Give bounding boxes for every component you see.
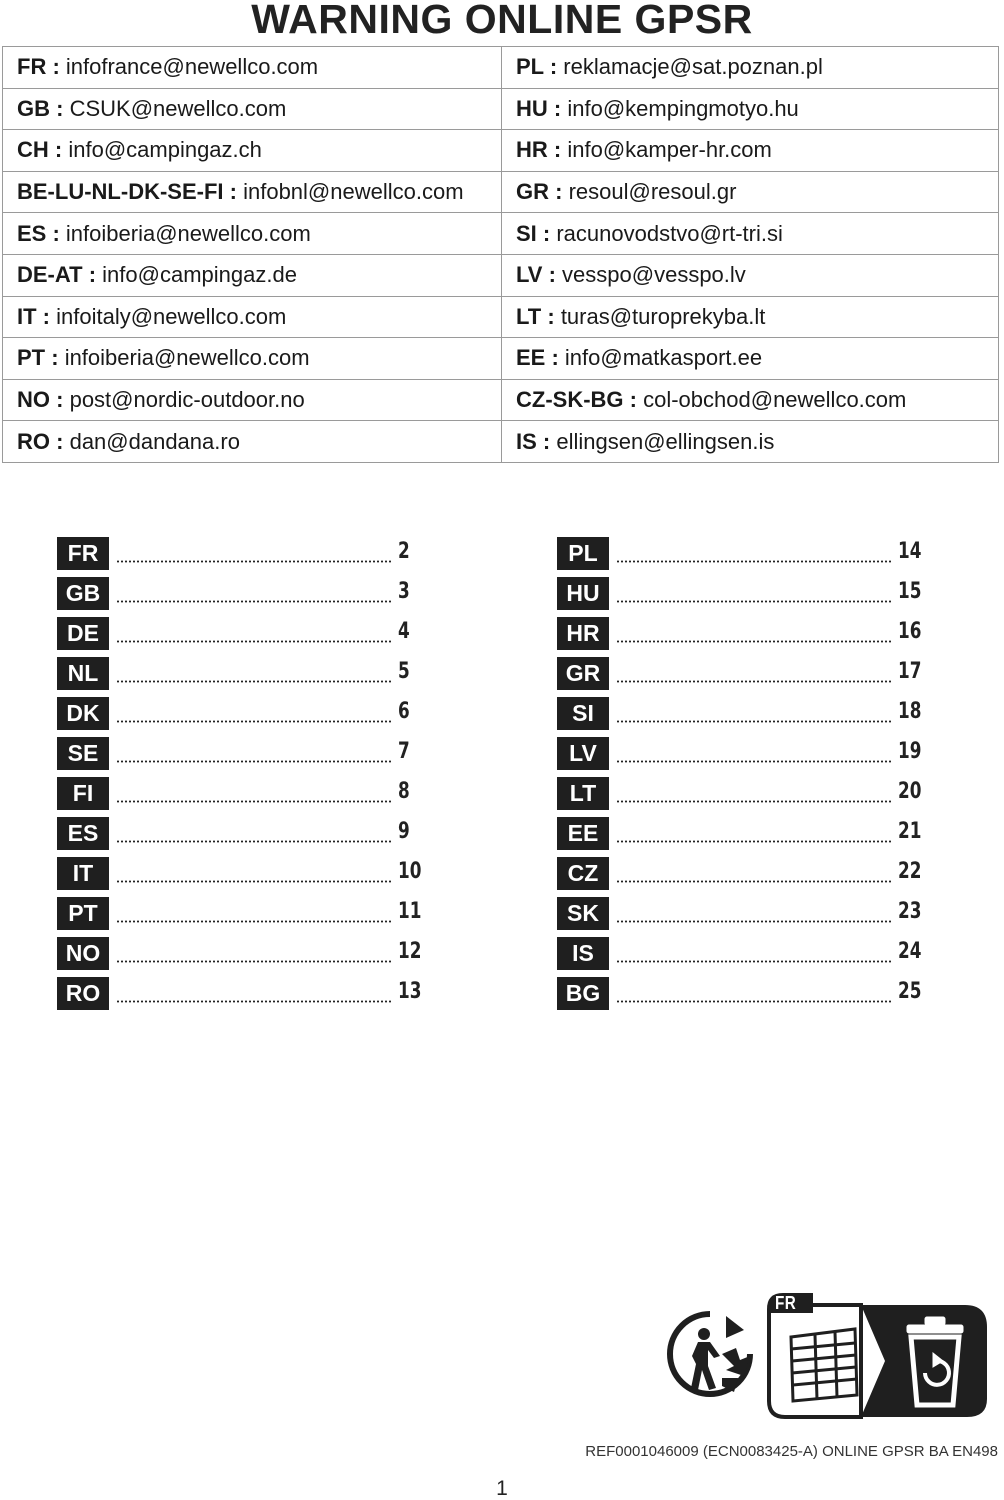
- toc-page-number: 8: [398, 779, 410, 804]
- country-code: DE-AT :: [17, 262, 97, 288]
- dot-leader: [116, 640, 392, 643]
- toc-entry: [57, 657, 457, 697]
- contact-email: resoul@resoul.gr: [568, 179, 737, 205]
- toc-page-number: 22: [898, 859, 922, 884]
- contact-row: [3, 296, 999, 338]
- language-badge: ES: [57, 817, 109, 850]
- contact-email: dan@dandana.ro: [69, 428, 240, 454]
- language-badge: GB: [57, 577, 109, 610]
- contact-email: ellingsen@ellingsen.is: [556, 428, 775, 454]
- language-badge: IS: [557, 937, 609, 970]
- toc-entry: [57, 737, 457, 777]
- country-code: LV :: [516, 262, 556, 288]
- contact-row: [3, 338, 999, 380]
- dot-leader: [116, 880, 392, 883]
- dot-leader: [116, 600, 392, 603]
- dot-leader: [116, 560, 392, 563]
- country-code: PL :: [516, 54, 558, 80]
- language-badge: NO: [57, 937, 109, 970]
- contact-cell-left: [3, 88, 502, 130]
- toc-entry: [57, 577, 457, 617]
- language-badge: SK: [557, 897, 609, 930]
- language-badge: LT: [557, 777, 609, 810]
- contact-email: info@matkasport.ee: [564, 345, 763, 371]
- toc-page-number: 10: [398, 859, 422, 884]
- contact-cell-right: [502, 296, 999, 338]
- toc-entry: [557, 657, 957, 697]
- toc-entry: [557, 937, 957, 977]
- reference-code: REF0001046009 (ECN0083425-A) ONLINE GPSR BA EN498: [585, 1443, 998, 1460]
- contact-cell-right: [502, 213, 999, 255]
- contact-cell-left: [3, 171, 502, 213]
- toc-page-number: 2: [398, 539, 410, 564]
- contact-email: infofrance@newellco.com: [65, 54, 319, 80]
- dot-leader: [116, 920, 392, 923]
- toc-entry: [557, 817, 957, 857]
- contact-row: [3, 254, 999, 296]
- toc-page-number: 16: [898, 619, 922, 644]
- contact-email: infoiberia@newellco.com: [65, 220, 311, 246]
- contact-cell-left: [3, 296, 502, 338]
- toc-entry: [557, 977, 957, 1017]
- language-badge: PL: [557, 537, 609, 570]
- dot-leader: [116, 800, 392, 803]
- language-badge: NL: [57, 657, 109, 690]
- toc-entry: [57, 817, 457, 857]
- toc-page-number: 20: [898, 779, 922, 804]
- toc-page-number: 9: [398, 819, 410, 844]
- contact-cell-right: [502, 254, 999, 296]
- dot-leader: [616, 960, 892, 963]
- recycling-person-icon: [664, 1308, 756, 1400]
- country-code: GR :: [516, 179, 563, 205]
- language-badge: DK: [57, 697, 109, 730]
- country-code: ES :: [17, 220, 60, 246]
- toc-entry: [57, 537, 457, 577]
- language-badge: EE: [557, 817, 609, 850]
- toc-entry: [557, 737, 957, 777]
- contact-cell-right: [502, 47, 999, 89]
- toc-page-number: 5: [398, 659, 410, 684]
- country-code: NO :: [17, 387, 64, 413]
- contact-email: racunovodstvo@rt-tri.si: [556, 220, 783, 246]
- dot-leader: [116, 720, 392, 723]
- language-badge: CZ: [557, 857, 609, 890]
- toc-page-number: 4: [398, 619, 410, 644]
- contact-email: infoiberia@newellco.com: [64, 345, 310, 371]
- language-badge: RO: [57, 977, 109, 1010]
- country-code: CH :: [17, 137, 63, 163]
- contact-cell-left: [3, 379, 502, 421]
- contact-cell-right: [502, 88, 999, 130]
- contact-row: [3, 171, 999, 213]
- country-code: IT :: [17, 303, 50, 329]
- language-badge: PT: [57, 897, 109, 930]
- toc-entry: [57, 977, 457, 1017]
- contact-email: post@nordic-outdoor.no: [69, 387, 305, 413]
- language-badge: FI: [57, 777, 109, 810]
- contact-row: [3, 130, 999, 172]
- contact-email: col-obchod@newellco.com: [643, 387, 907, 413]
- language-badge: GR: [557, 657, 609, 690]
- country-code: LT :: [516, 303, 555, 329]
- toc-column-right: [557, 537, 957, 1017]
- dot-leader: [616, 760, 892, 763]
- toc-page-number: 15: [898, 579, 922, 604]
- contact-row: [3, 47, 999, 89]
- toc-page-number: 23: [898, 899, 922, 924]
- language-badge: DE: [57, 617, 109, 650]
- language-badge: FR: [57, 537, 109, 570]
- toc-entry: [557, 777, 957, 817]
- dot-leader: [116, 680, 392, 683]
- contact-cell-right: [502, 171, 999, 213]
- contact-cell-right: [502, 379, 999, 421]
- page-number: 1: [496, 1477, 508, 1500]
- contact-email: vesspo@vesspo.lv: [562, 262, 746, 288]
- language-badge: SI: [557, 697, 609, 730]
- sorting-info-icon: [765, 1291, 991, 1421]
- contact-email: reklamacje@sat.poznan.pl: [563, 54, 823, 80]
- dot-leader: [616, 1000, 892, 1003]
- contact-cell-left: [3, 47, 502, 89]
- contact-cell-left: [3, 338, 502, 380]
- country-code: IS :: [516, 428, 551, 454]
- dot-leader: [616, 800, 892, 803]
- contact-cell-right: [502, 421, 999, 463]
- toc-entry: [557, 537, 957, 577]
- country-code: FR :: [17, 54, 60, 80]
- dot-leader: [616, 680, 892, 683]
- toc-entry: [57, 897, 457, 937]
- dot-leader: [116, 840, 392, 843]
- toc-entry: [557, 897, 957, 937]
- country-code: HU :: [516, 95, 562, 121]
- country-code: EE :: [516, 345, 559, 371]
- contact-cell-right: [502, 338, 999, 380]
- contact-email: CSUK@newellco.com: [69, 95, 287, 121]
- dot-leader: [616, 640, 892, 643]
- contact-cell-left: [3, 213, 502, 255]
- toc-column-left: [57, 537, 457, 1017]
- contact-cell-left: [3, 130, 502, 172]
- dot-leader: [116, 760, 392, 763]
- language-badge: LV: [557, 737, 609, 770]
- toc-page-number: 19: [898, 739, 922, 764]
- contact-email: info@kempingmotyo.hu: [567, 95, 799, 121]
- contact-email: info@kamper-hr.com: [567, 137, 772, 163]
- toc-entry: [57, 697, 457, 737]
- toc-entry: [57, 857, 457, 897]
- toc-page-number: 13: [398, 979, 422, 1004]
- toc-page-number: 3: [398, 579, 410, 604]
- page-title: WARNING ONLINE GPSR: [251, 0, 753, 42]
- country-code: HR :: [516, 137, 562, 163]
- contact-cell-left: [3, 254, 502, 296]
- toc-entry: [57, 617, 457, 657]
- contact-row: [3, 88, 999, 130]
- dot-leader: [616, 720, 892, 723]
- language-badge: HR: [557, 617, 609, 650]
- contact-email: infoitaly@newellco.com: [56, 303, 287, 329]
- language-badge: BG: [557, 977, 609, 1010]
- country-code: PT :: [17, 345, 59, 371]
- country-code: RO :: [17, 428, 64, 454]
- dot-leader: [616, 560, 892, 563]
- contact-row: [3, 213, 999, 255]
- toc-page-number: 11: [398, 899, 422, 924]
- toc-page-number: 17: [898, 659, 922, 684]
- country-code: SI :: [516, 220, 551, 246]
- toc-page-number: 18: [898, 699, 922, 724]
- dot-leader: [616, 920, 892, 923]
- country-code: GB :: [17, 95, 64, 121]
- contact-row: [3, 379, 999, 421]
- toc-page-number: 25: [898, 979, 922, 1004]
- contact-email: infobnl@newellco.com: [243, 179, 464, 205]
- language-badge: IT: [57, 857, 109, 890]
- contact-table: [2, 46, 999, 463]
- contact-email: turas@turoprekyba.lt: [560, 303, 766, 329]
- toc-entry: [557, 697, 957, 737]
- contact-cell-right: [502, 130, 999, 172]
- toc-entry: [57, 777, 457, 817]
- dot-leader: [616, 880, 892, 883]
- toc-entry: [557, 617, 957, 657]
- dot-leader: [616, 600, 892, 603]
- toc-page-number: 6: [398, 699, 410, 724]
- dot-leader: [616, 840, 892, 843]
- contact-email: info@campingaz.de: [102, 262, 297, 288]
- toc-page-number: 14: [898, 539, 922, 564]
- toc-page-number: 7: [398, 739, 410, 764]
- toc-page-number: 24: [898, 939, 922, 964]
- toc-entry: [557, 857, 957, 897]
- contact-email: info@campingaz.ch: [68, 137, 262, 163]
- triman-fr-badge: FR: [775, 1293, 797, 1313]
- language-badge: HU: [557, 577, 609, 610]
- toc-page-number: 21: [898, 819, 922, 844]
- dot-leader: [116, 1000, 392, 1003]
- language-badge: SE: [57, 737, 109, 770]
- dot-leader: [116, 960, 392, 963]
- country-code: BE-LU-NL-DK-SE-FI :: [17, 179, 237, 205]
- contact-cell-left: [3, 421, 502, 463]
- contact-row: [3, 421, 999, 463]
- country-code: CZ-SK-BG :: [516, 387, 637, 413]
- toc-page-number: 12: [398, 939, 422, 964]
- toc-entry: [557, 577, 957, 617]
- toc-entry: [57, 937, 457, 977]
